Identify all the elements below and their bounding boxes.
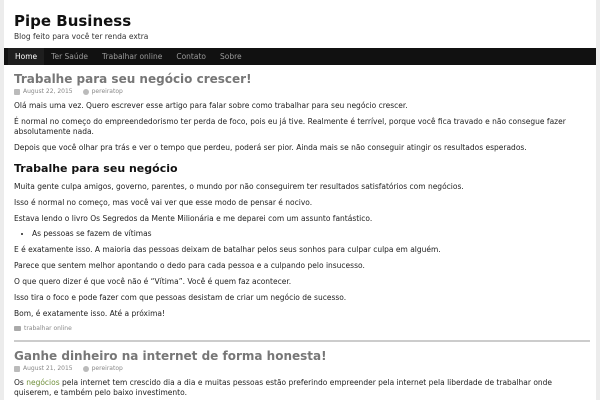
site-title[interactable]: Pipe Business xyxy=(14,12,132,30)
post-article xyxy=(14,72,590,332)
nav-item-ter-saude[interactable]: Ter Saúde xyxy=(51,52,89,61)
paragraph: Estava lendo o livro Os Segredos da Mente Milionária e me deparei com um assunto fantástico. xyxy=(14,214,373,223)
category-link[interactable]: trabalhar online xyxy=(24,325,72,332)
post-author[interactable]: pereiratop xyxy=(91,88,123,95)
post-divider xyxy=(14,340,590,342)
list-item: • As pessoas se fazem de vítimas xyxy=(32,229,590,239)
paragraph: É normal no começo do empreendedorismo ter perda de foco, pois eu já tive. Realmente é terrível, porque você fica travado e não consegue fazer absolutamente nada. xyxy=(14,117,566,136)
calendar-icon xyxy=(14,366,20,372)
nav-item-sobre[interactable]: Sobre xyxy=(219,52,242,61)
nav-item-trabalhar-online[interactable]: Trabalhar online xyxy=(102,52,163,61)
paragraph: Muita gente culpa amigos, governo, parentes, o mundo por não conseguirem ter resultados satisfatórios com negócios. xyxy=(14,182,464,191)
paragraph: E é exatamente isso. A maioria das pessoas deixam de batalhar pelos seus sonhos para culpar culpa em alguém. xyxy=(14,245,441,254)
post-subheading: Trabalhe para seu negócio xyxy=(14,162,178,175)
intro-prefix: Os xyxy=(14,378,27,387)
post-meta xyxy=(14,88,590,95)
paragraph xyxy=(14,378,590,398)
post-date[interactable]: August 21, 2015 xyxy=(23,365,73,372)
inline-link[interactable]: negócios xyxy=(26,378,60,387)
site-description: Blog feito para você ter renda extra xyxy=(14,32,149,41)
nav-item-contato[interactable]: Contato xyxy=(176,52,206,61)
post-category xyxy=(14,325,590,332)
main-content xyxy=(14,72,590,398)
intro-text: pela internet tem crescido dia a dia e muitas pessoas estão preferindo empreender pela internet pela liberdade de trabalhar onde quiserem, e também pelo baixo investimento. xyxy=(14,378,553,397)
paragraph: Depois que você olhar pra trás e ver o tempo que perdeu, poderá ser pior. Ainda mais se não conseguir atingir os resultados esperados. xyxy=(14,143,527,152)
page xyxy=(4,0,596,400)
paragraph: O que quero dizer é que você não é “Vítima”. Você é quem faz acontecer. xyxy=(14,277,292,286)
post-title[interactable]: Trabalhe para seu negócio crescer! xyxy=(14,72,252,86)
post-date[interactable]: August 22, 2015 xyxy=(23,88,73,95)
post-meta xyxy=(14,365,590,372)
calendar-icon xyxy=(14,89,20,95)
paragraph: Bom, é exatamente isso. Até a próxima! xyxy=(14,309,165,318)
nav-item-home[interactable]: Home xyxy=(8,48,44,65)
post-author[interactable]: pereiratop xyxy=(91,365,123,372)
site-header xyxy=(4,0,596,48)
folder-icon xyxy=(14,326,21,331)
paragraph: Olá mais uma vez. Quero escrever esse artigo para falar sobre como trabalhar para seu negócio crescer. xyxy=(14,101,408,110)
post-article xyxy=(14,349,590,398)
user-icon xyxy=(83,366,89,372)
main-nav xyxy=(4,48,596,65)
user-icon xyxy=(83,89,89,95)
paragraph: Isso tira o foco e pode fazer com que pessoas desistam de criar um negócio de sucesso. xyxy=(14,293,347,302)
paragraph: Parece que sentem melhor apontando o dedo para cada pessoa e a culpando pelo insucesso. xyxy=(14,261,365,270)
bullet-list xyxy=(14,229,590,239)
paragraph: Isso é normal no começo, mas você vai ver que esse modo de pensar é nocivo. xyxy=(14,198,313,207)
post-title[interactable]: Ganhe dinheiro na internet de forma honesta! xyxy=(14,349,327,363)
